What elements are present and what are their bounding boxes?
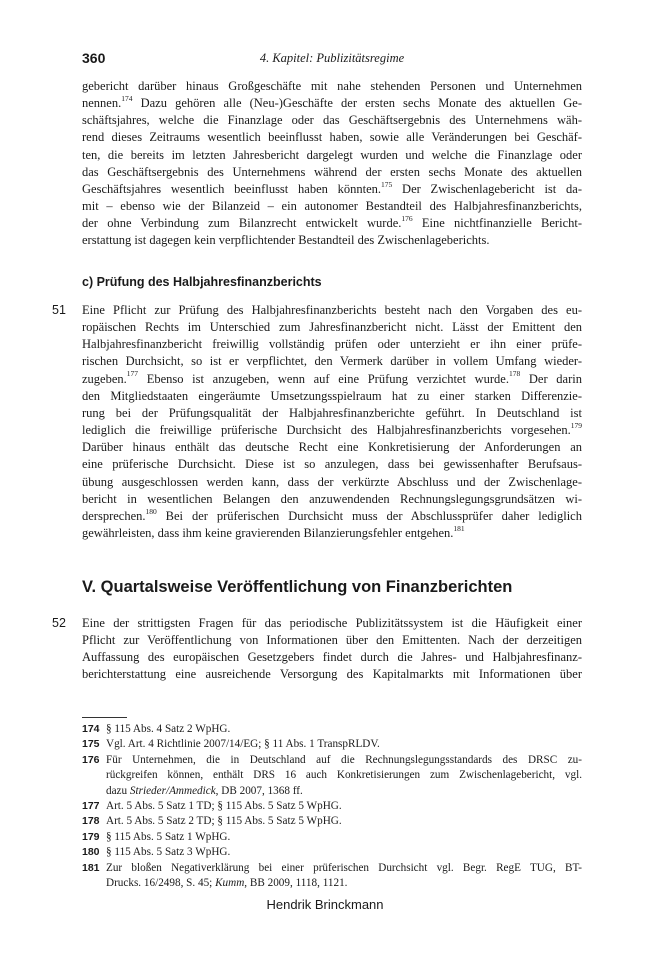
footnote-number: 180: [82, 846, 100, 859]
footnote: [82, 830, 582, 845]
paragraph-continuation: [82, 78, 582, 250]
footnote-text: [106, 861, 582, 892]
text-segment: Bei der prüferischen Durchsicht muss der Abschlussprüfer daher lediglich: [156, 508, 582, 523]
footnote-text: [106, 799, 582, 814]
footnote-line: rückgreifen können, enthält DRS 16 auch Konkretisierungen zum Zwischenlagebericht, vgl.: [106, 769, 582, 782]
footnote: [82, 799, 582, 814]
footnote-line: [106, 876, 582, 891]
text-line: Pflicht zur Veröffentlichung von Informationen über den Emittenten. Nach der derzeitigen: [82, 633, 582, 648]
footnote-text: [106, 814, 582, 829]
text-line: Eine der strittigsten Fragen für das periodische Publizitätssystem ist die Häufigkeit einer: [82, 616, 582, 630]
footnote-line: Art. 5 Abs. 5 Satz 1 TD; § 115 Abs. 5 Satz 5 WpHG.: [106, 800, 342, 813]
page-footer-author: Hendrik Brinckmann: [266, 897, 384, 912]
text-line: [82, 422, 582, 439]
footnote-divider: [82, 717, 127, 718]
section-subheading: c) Prüfung des Halbjahresfinanzberichts: [82, 275, 322, 289]
text-segment: Der Zwischenlagebericht ist da-: [392, 181, 582, 196]
footnote-number: 177: [82, 800, 100, 813]
text-segment: Dazu gehören alle (Neu-)Geschäfte der ersten sechs Monate des aktuellen Ge-: [132, 96, 582, 111]
text-line: berichterstattung eine ausreichende Versorgung des Kapitalmarkts mit Informationen über: [82, 667, 582, 682]
text-line: Halbjahresfinanzbericht freiwillig vollständig prüfen oder unterzieht er ihn einer prüfe-: [82, 337, 582, 352]
footnote-number: 178: [82, 815, 100, 828]
footnote-ref: 174: [121, 94, 133, 103]
author-citation: Strieder/Ammedick: [129, 784, 216, 797]
footnote-line: Für Unternehmen, die in Deutschland auf die Rechnungslegungsstandards des DRSC zu-: [106, 753, 582, 766]
text-segment: Drucks. 16/2498, S. 45;: [106, 877, 216, 890]
footnote: [82, 845, 582, 860]
text-line: Darüber hinaus enthält das deutsche Recht eine Konkretisierung der Anforderungen an: [82, 440, 582, 455]
text-line: ten, die bereits im letzten Jahresbericht dargelegt wurden und welche die Finanzlage oder: [82, 147, 582, 162]
text-line: mit – ebenso wie der Bilanzeid – ein autonomer Bestandteil des Halbjahresfinanzberichts,: [82, 199, 582, 214]
text-segment: dersprechen.: [82, 508, 146, 523]
text-segment: gewährleisten, dass ihm keine gravierenden Bilanzierungsfehler entgehen.: [82, 526, 454, 541]
footnote-number: 174: [82, 723, 100, 735]
text-segment: nennen.: [82, 96, 122, 111]
footnote: [82, 722, 582, 737]
text-line: [82, 95, 582, 112]
footnote-line: § 115 Abs. 4 Satz 2 WpHG.: [106, 723, 231, 735]
footnote-ref: 178: [508, 369, 521, 379]
running-head: 4. Kapitel: Publizitätsregime: [259, 51, 405, 65]
footnote-ref: 175: [381, 179, 393, 189]
footnote-number: 176: [82, 753, 100, 766]
text-line: [82, 508, 582, 525]
footnote: [82, 814, 582, 829]
text-line: übung ausgeschlossen werden kann, dass der verkürzte Abschluss und der Zwischenlage-: [82, 474, 582, 489]
footnotes: [82, 722, 582, 891]
footnote-number: 179: [82, 830, 100, 843]
footnote-ref: 176: [401, 214, 413, 224]
footnote-line: Art. 5 Abs. 5 Satz 2 TD; § 115 Abs. 5 Satz 5 WpHG.: [106, 815, 342, 828]
text-segment: Ebenso ist anzugeben, wenn auf eine Prüfung verzichtet wurde.: [138, 371, 509, 386]
text-segment: dazu: [106, 784, 130, 797]
text-line: [82, 215, 582, 232]
text-segment: Eine nichtfinanzielle Bericht-: [412, 216, 582, 231]
footnote: [82, 737, 582, 752]
text-line: [82, 525, 582, 542]
footnote-ref: 180: [145, 506, 157, 516]
paragraph-51: [82, 302, 582, 542]
text-segment: zugeben.: [82, 371, 127, 386]
text-segment: lediglich die freiwillige prüferische Durchsicht des Halbjahresfinanzberichts vorgesehen.: [82, 423, 571, 438]
footnote-line: Zur bloßen Negativerklärung bei einer prüferischen Durchsicht vgl. Begr. RegE TUG, BT-: [106, 861, 582, 874]
text-line: rischen Durchsicht, so ist er verpflichtet, den Vermerk darüber in vollem Umfang wieder-: [82, 354, 582, 369]
text-line: Auffassung des europäischen Gesetzgebers findet durch die Jahres- und Halbjahresfinanz-: [82, 650, 582, 665]
section-heading: V. Quartalsweise Veröffentlichung von Finanzberichten: [82, 578, 513, 596]
text-line: [82, 371, 582, 388]
footnote: [82, 861, 582, 892]
footnote-ref: 177: [126, 369, 139, 379]
footnote-ref: 181: [453, 523, 465, 533]
text-segment: , DB 2007, 1368 ff.: [215, 784, 303, 797]
text-line: den Mitgliedstaaten eingeräumte Umsetzungsspielraum hat zu einer starken Differenzie-: [82, 388, 582, 403]
text-line: rend dieses Zeitraums wesentlich beeinflusst haben, sowie alle Veränderungen bei Geschäf-: [82, 130, 582, 145]
margin-number: 51: [52, 303, 66, 317]
text-line: gebericht darüber hinaus Großgeschäfte mit nahe stehenden Personen und Unternehmen: [82, 79, 582, 93]
text-line: bericht in wesentlichen Belangen den anzuwendenden Rechnungslegungsgrundsätzen wi-: [82, 491, 582, 506]
footnote-line: Vgl. Art. 4 Richtlinie 2007/14/EG; § 11 Abs. 1 TranspRLDV.: [106, 738, 380, 751]
text-line: Eine Pflicht zur Prüfung des Halbjahresfinanzberichts besteht nach den Vorgaben des eu-: [82, 303, 582, 317]
margin-number: 52: [52, 616, 66, 630]
footnote-text: [106, 737, 582, 752]
footnote-text: [106, 753, 582, 799]
text-line: schäftsjahres, welche die Finanzlage oder das Geschäftsergebnis des Unternehmens wäh-: [82, 113, 582, 128]
footnote-text: [106, 722, 582, 737]
footnote: [82, 753, 582, 799]
footnote-line: [106, 784, 582, 799]
footnote-number: 175: [82, 738, 100, 751]
text-segment: , BB 2009, 1118, 1121.: [244, 877, 348, 890]
page-header: [82, 50, 582, 70]
footnote-text: [106, 830, 582, 845]
footnote-ref: 179: [570, 420, 582, 430]
footnote-text: [106, 845, 582, 860]
text-line: rung bei der Prüfungsqualität der Halbjahresfinanzberichte geführt. In Deutschland ist: [82, 405, 582, 420]
page-number: 360: [82, 50, 106, 66]
footnote-number: 181: [82, 861, 100, 874]
text-segment: Der darin: [520, 371, 582, 386]
text-line: eine prüferische Durchsicht. Diese ist so anzulegen, dass bei gewissenhafter Berufsaus-: [82, 457, 582, 472]
text-segment: Geschäftsjahres wesentlich beeinflusst haben könnten.: [82, 181, 382, 196]
text-line: [82, 181, 582, 198]
text-line: das Geschäftsergebnis des Unternehmens während der ersten sechs Monate des aktuellen: [82, 164, 582, 179]
footnote-line: § 115 Abs. 5 Satz 1 WpHG.: [106, 830, 231, 843]
text-line: ropäischen Rechts im Unterschied zum Jahresfinanzbericht nicht. Lässt der Emittent den: [82, 320, 582, 335]
text-segment: der ohne Verbindung zum Bilanzrecht entwickelt wurde.: [82, 216, 402, 231]
author-citation: Kumm: [215, 877, 245, 890]
paragraph-52: [82, 615, 582, 684]
text-line: erstattung ist dagegen kein verpflichtender Bestandteil des Zwischenlageberichts.: [82, 233, 490, 248]
footnote-line: § 115 Abs. 5 Satz 3 WpHG.: [106, 846, 231, 859]
